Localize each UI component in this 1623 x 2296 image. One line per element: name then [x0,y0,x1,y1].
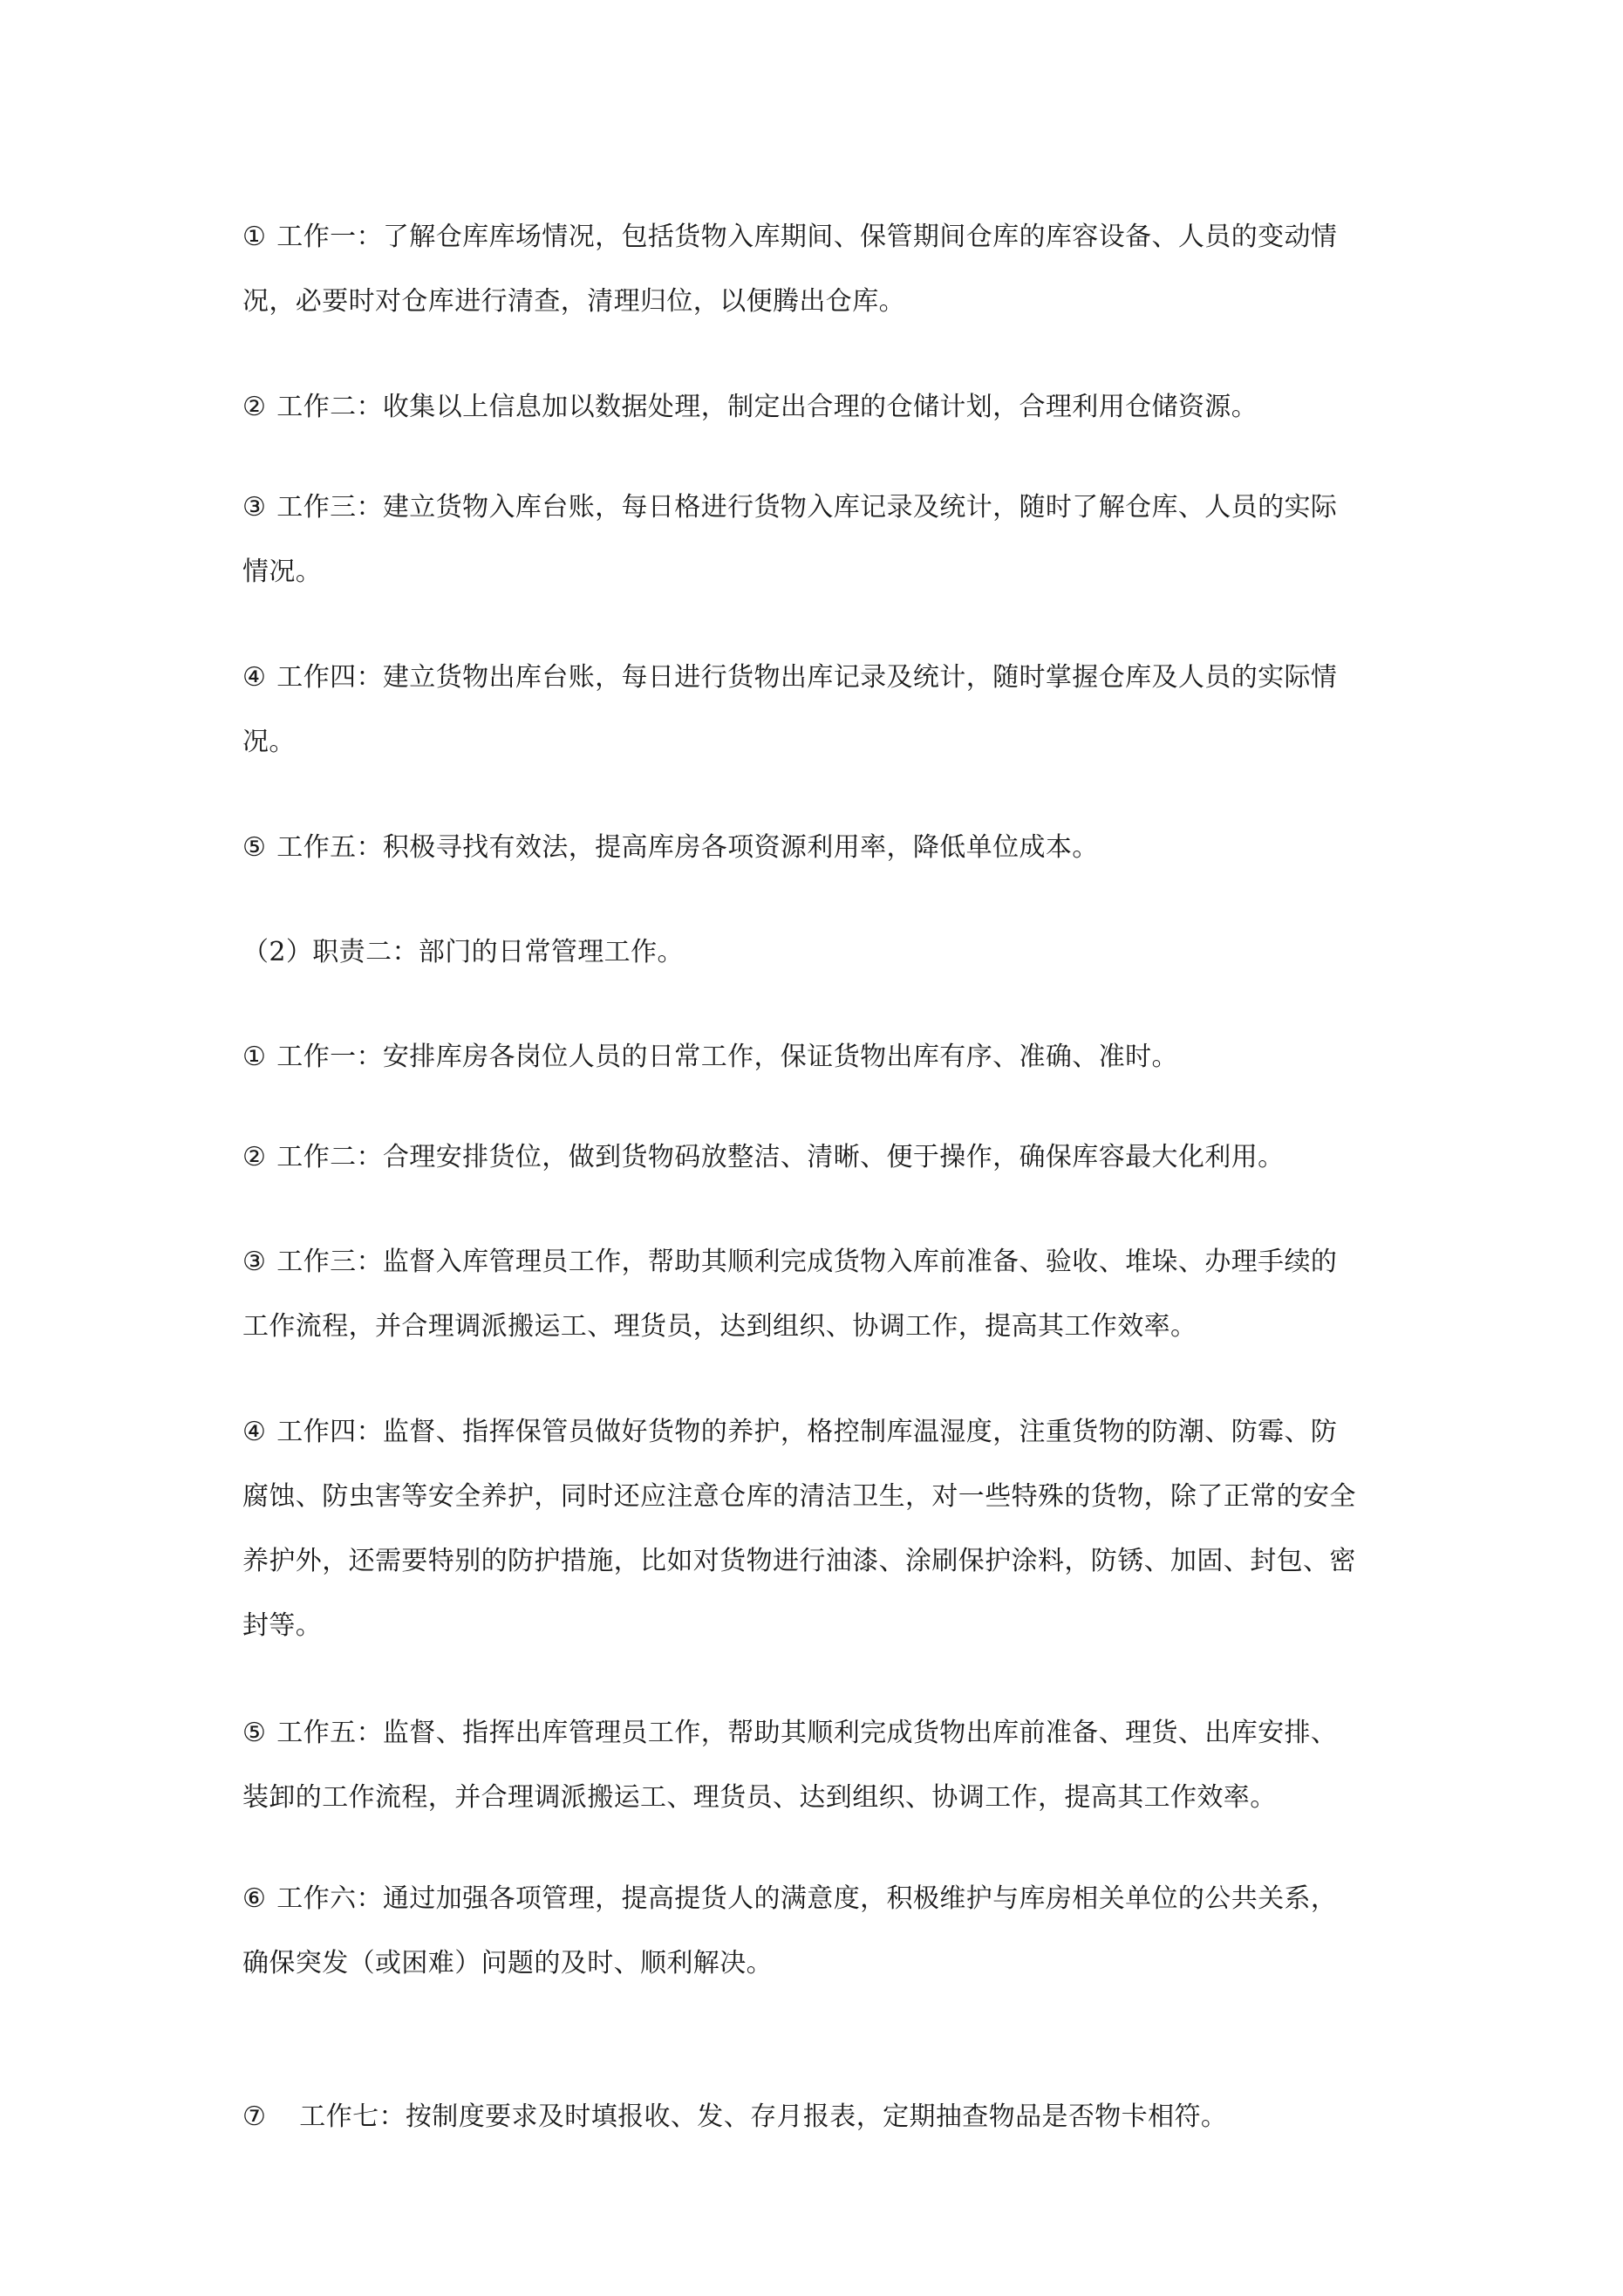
paragraph-line: 腐蚀、防虫害等安全养护，同时还应注意仓库的清洁卫生，对一些特殊的货物，除了正常的安全 [242,1481,1356,1512]
list-marker: ⑥ [242,1883,267,1914]
paragraph-line: 工作二：收集以上信息加以数据处理，制定出合理的仓储计划，合理利用仓储资源。 [276,392,1258,422]
paragraph-duty1-task5 [242,816,1402,880]
paragraph-line: 养护外，还需要特别的防护措施，比如对货物进行油漆、涂刷保护涂料，防锈、加固、封包、密 [242,1546,1356,1576]
paragraph-line: 工作五：积极寻找有效法，提高库房各项资源利用率，降低单位成本。 [276,832,1099,863]
paragraph-line: 工作三：建立货物入库台账，每日格进行货物入库记录及统计，随时了解仓库、人员的实际 [276,492,1338,523]
paragraph-line: 工作一：安排库房各岗位人员的日常工作，保证货物出库有序、准确、准时。 [276,1042,1178,1072]
paragraph-line: 况，必要时对仓库进行清查，清理归位，以便腾出仓库。 [242,286,905,317]
list-marker: ④ [242,662,267,693]
paragraph-duty1-task1 [242,205,1402,334]
list-marker: ④ [242,1417,267,1447]
paragraph-line: 工作三：监督入库管理员工作，帮助其顺利完成货物入库前准备、验收、堆垛、办理手续的 [276,1247,1338,1277]
paragraph-line: 工作流程，并合理调派搬运工、理货员，达到组织、协调工作，提高其工作效率。 [242,1311,1197,1342]
paragraph-line: 封等。 [242,1610,323,1641]
list-marker: ① [242,222,267,252]
paragraph-duty2-task2 [242,1125,1402,1190]
list-marker: ③ [242,1247,267,1277]
list-marker: ⑤ [242,832,267,863]
list-marker: ⑤ [242,1718,267,1748]
paragraph-duty2-task7 [242,2085,1402,2149]
paragraph-duty1-task3 [242,475,1402,605]
paragraph-duty1-task2 [242,375,1402,440]
paragraph-line: 工作四：建立货物出库台账，每日进行货物出库记录及统计，随时掌握仓库及人员的实际情 [276,662,1338,693]
paragraph-line: 工作五：监督、指挥出库管理员工作，帮助其顺利完成货物出库前准备、理货、出库安排、 [276,1718,1338,1748]
paragraph-duty2-task5 [242,1701,1402,1830]
paragraph-duty2-task1 [242,1025,1402,1090]
paragraph-line: 工作四：监督、指挥保管员做好货物的养护，格控制库温湿度，注重货物的防潮、防霉、防 [276,1417,1338,1447]
paragraph-duty2-task3 [242,1230,1402,1359]
list-marker: ② [242,1142,267,1172]
section-heading-duty2 [242,920,1402,985]
paragraph-line: （2）职责二：部门的日常管理工作。 [242,937,684,967]
paragraph-line: 况。 [242,727,296,757]
paragraph-line: 工作二：合理安排货位，做到货物码放整洁、清晰、便于操作，确保库容最大化利用。 [276,1142,1285,1172]
paragraph-line: 装卸的工作流程，并合理调派搬运工、理货员、达到组织、协调工作，提高其工作效率。 [242,1782,1277,1813]
list-marker: ③ [242,492,267,523]
list-marker: ① [242,1042,267,1072]
paragraph-line: 情况。 [242,557,323,587]
paragraph-duty2-task6 [242,1867,1402,1996]
paragraph-duty2-task4 [242,1400,1402,1658]
list-marker: ② [242,392,267,422]
paragraph-line: 工作七：按制度要求及时填报收、发、存月报表，定期抽查物品是否物卡相符。 [299,2101,1228,2132]
paragraph-line: 工作一：了解仓库库场情况，包括货物入库期间、保管期间仓库的库容设备、人员的变动情 [276,222,1338,252]
paragraph-line: 确保突发（或困难）问题的及时、顺利解决。 [242,1948,773,1978]
paragraph-line: 工作六：通过加强各项管理，提高提货人的满意度，积极维护与库房相关单位的公共关系， [276,1883,1338,1914]
list-marker: ⑦ [242,2101,267,2132]
paragraph-duty1-task4 [242,646,1402,775]
